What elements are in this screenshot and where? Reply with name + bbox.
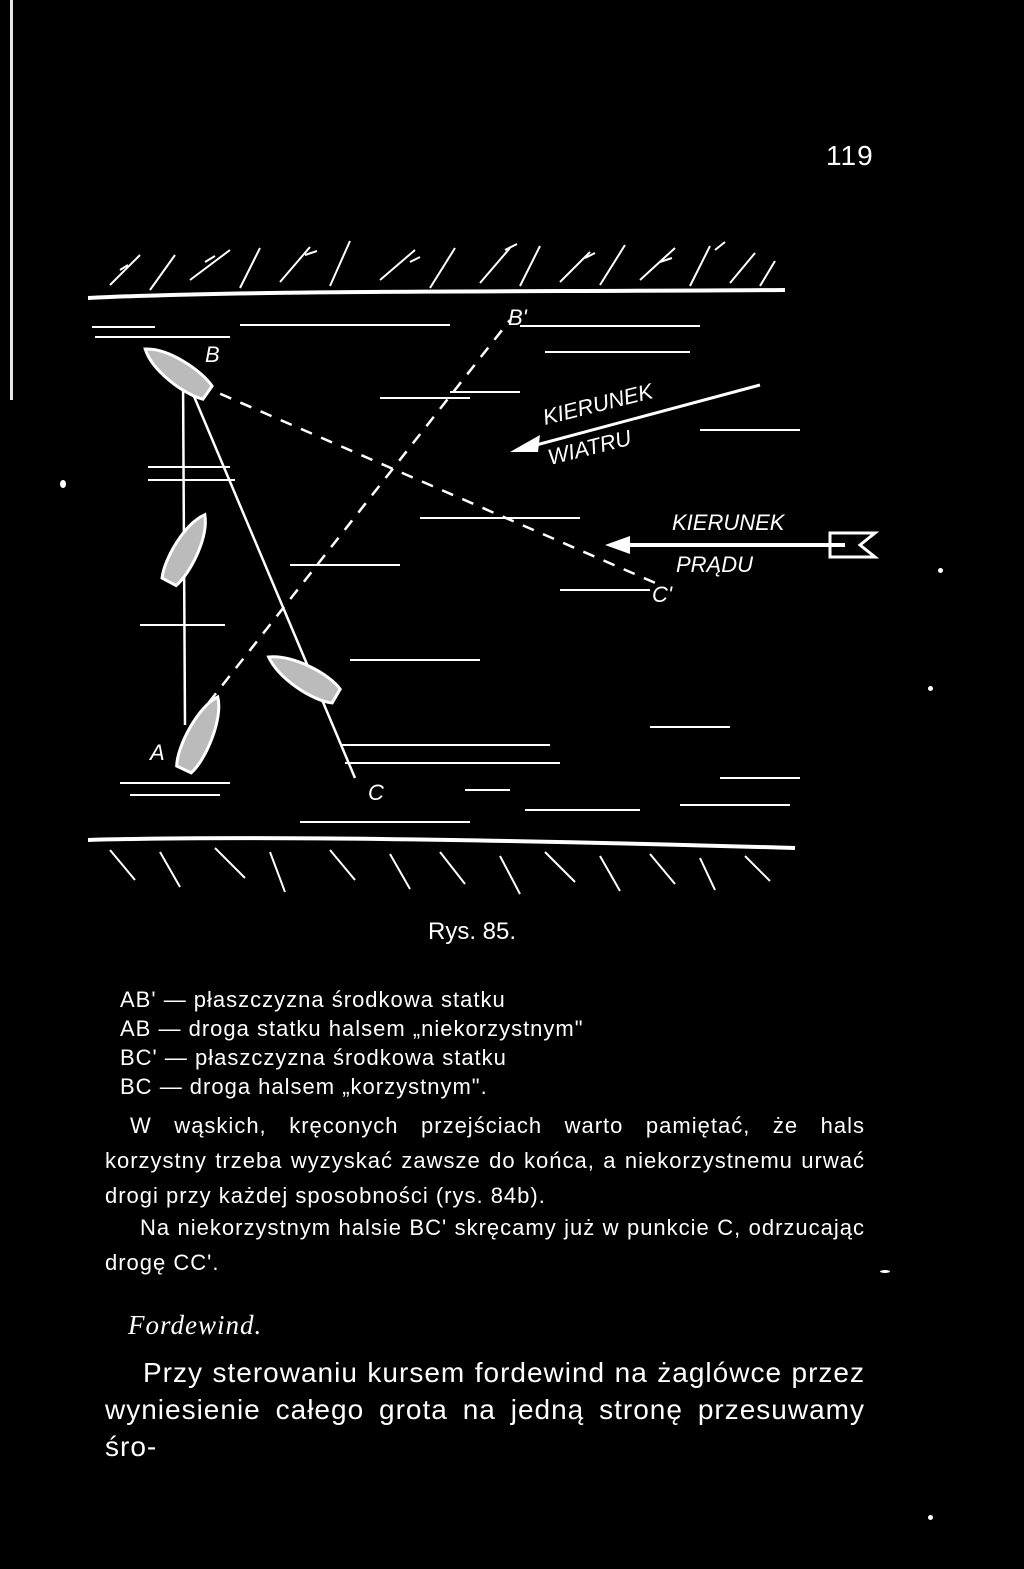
legend-definition: — droga statku halsem „niekorzystnym" xyxy=(158,1016,584,1041)
scan-speck xyxy=(60,480,66,488)
legend-definition: — płaszczyzna środkowa statku xyxy=(163,987,506,1012)
legend-term: AB xyxy=(120,1016,152,1041)
current-label-line-2: PRĄDU xyxy=(676,552,754,577)
label-b-prime: B' xyxy=(508,305,527,330)
legend-row xyxy=(120,1043,584,1072)
legend-definition: — płaszczyzna środkowa statku xyxy=(164,1045,507,1070)
legend-term: AB' xyxy=(120,987,157,1012)
scan-speck xyxy=(880,1270,890,1273)
label-a: A xyxy=(150,740,165,765)
lower-bank xyxy=(88,838,795,894)
boat-at-b xyxy=(138,339,214,403)
scan-speck xyxy=(938,568,943,573)
wind-label-line-1: KIERUNEK xyxy=(540,378,656,430)
section-heading: Fordewind. xyxy=(128,1310,263,1340)
boat-at-a xyxy=(172,692,229,775)
legend-term: BC' xyxy=(120,1045,158,1070)
label-c: C xyxy=(368,780,384,805)
legend-row xyxy=(120,1072,584,1101)
legend-row xyxy=(120,985,584,1014)
label-c-prime: C' xyxy=(652,582,673,607)
figure-caption: Rys. 85. xyxy=(428,918,517,945)
figure-legend xyxy=(120,985,584,1101)
body-paragraph-2: Na niekorzystnym halsie BC' skręcamy już w punkcie C, odrzucając drogę CC'. xyxy=(105,1215,865,1275)
legend-row xyxy=(120,1014,584,1043)
scan-speck xyxy=(928,1515,933,1520)
page-number: 119 xyxy=(826,140,874,171)
legend-term: BC xyxy=(120,1074,153,1099)
legend-definition: — droga halsem „korzystnym". xyxy=(159,1074,488,1099)
boat-mid-left xyxy=(158,509,215,588)
current-label-line-1: KIERUNEK xyxy=(672,510,785,535)
course-lines xyxy=(183,320,660,778)
wind-label-line-2: WIATRU xyxy=(545,424,634,470)
body-paragraph-1: W wąskich, kręconych przejściach warto pamiętać, że hals korzystny trzeba wyzyskać zawsze do końca, a niekorzystnemu urwać drogi przy każdej sposobności (rys. 84b). xyxy=(105,1113,865,1208)
label-b: B xyxy=(205,342,220,367)
final-paragraph: Przy sterowaniu kursem fordewind na żaglówce przez wyniesienie całego grota na jedną stronę przesuwamy śro- xyxy=(105,1357,865,1462)
upper-bank xyxy=(88,241,785,298)
scan-speck xyxy=(928,686,933,691)
